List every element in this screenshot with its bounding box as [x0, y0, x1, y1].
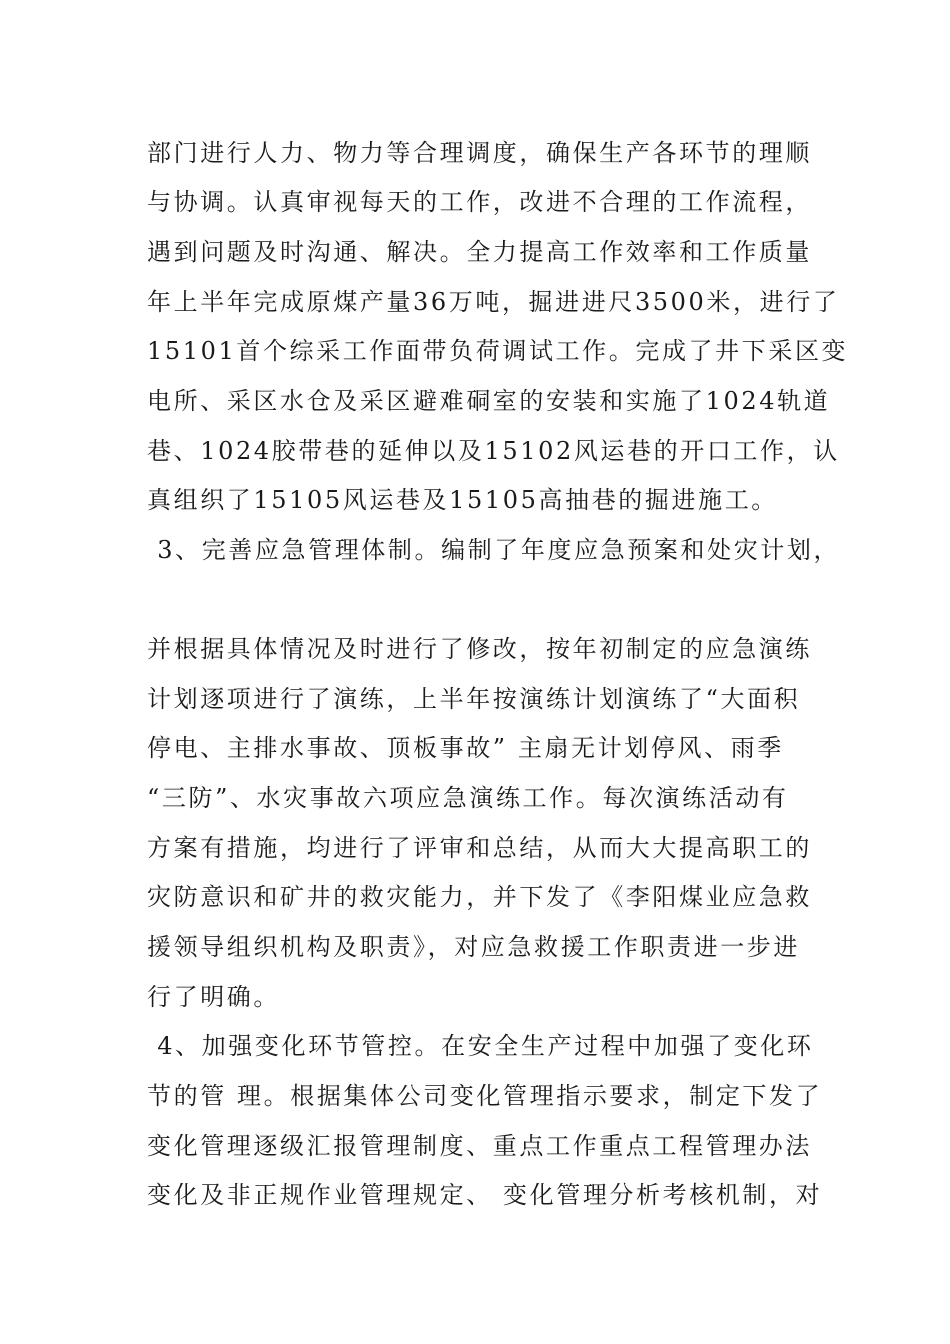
text-line: 部门进行人力、物力等合理调度，确保生产各环节的理顺 — [147, 139, 812, 167]
text-line: 3、完善应急管理体制。编制了年度应急预案和处灾计划， — [147, 536, 841, 564]
text-line: 并根据具体情况及时进行了修改，按年初制定的应急演练 — [147, 635, 812, 663]
text-line: 变化及非正规作业管理规定、 变化管理分析考核机制，对 — [147, 1181, 823, 1209]
text-line: 灾防意识和矿井的救灾能力，并下发了《李阳煤业应急救 — [147, 883, 812, 911]
text-line: 变化管理逐级汇报管理制度、重点工作重点工程管理办法 — [147, 1132, 812, 1160]
text-line: 援领导组织机构及职责》，对应急救援工作职责进一步进 — [147, 933, 800, 961]
text-line: 方案有措施，均进行了评审和总结，从而大大提高职工的 — [147, 834, 812, 862]
text-line: “三防”、水灾事故六项应急演练工作。每次演练活动有 — [147, 784, 789, 812]
text-line: 节的管 理。根据集体公司变化管理指示要求，制定下发了 — [147, 1082, 823, 1110]
text-line: 4、加强变化环节管控。在安全生产过程中加强了变化环 — [147, 1032, 814, 1060]
text-line: 计划逐项进行了演练，上半年按演练计划演练了“大面积 — [147, 685, 801, 713]
text-line: 与协调。认真审视每天的工作，改进不合理的工作流程， — [147, 188, 812, 216]
text-line: 15101首个综采工作面带负荷调试工作。完成了井下采区变 — [147, 337, 849, 365]
text-line: 年上半年完成原煤产量36万吨，掘进进尺3500米，进行了 — [147, 288, 840, 316]
text-line: 行了明确。 — [147, 983, 280, 1011]
text-line: 真组织了15105风运巷及15105高抽巷的掘进施工。 — [147, 486, 778, 514]
text-line: 巷、1024胶带巷的延伸以及15102风运巷的开口工作，认 — [147, 437, 840, 465]
text-line: 停电、主排水事故、顶板事故” 主扇无计划停风、雨季 — [147, 734, 784, 762]
text-line: 电所、采区水仓及采区避难硐室的安装和实施了1024轨道 — [147, 387, 831, 415]
text-line: 遇到问题及时沟通、解决。全力提高工作效率和工作质量 — [147, 238, 812, 266]
